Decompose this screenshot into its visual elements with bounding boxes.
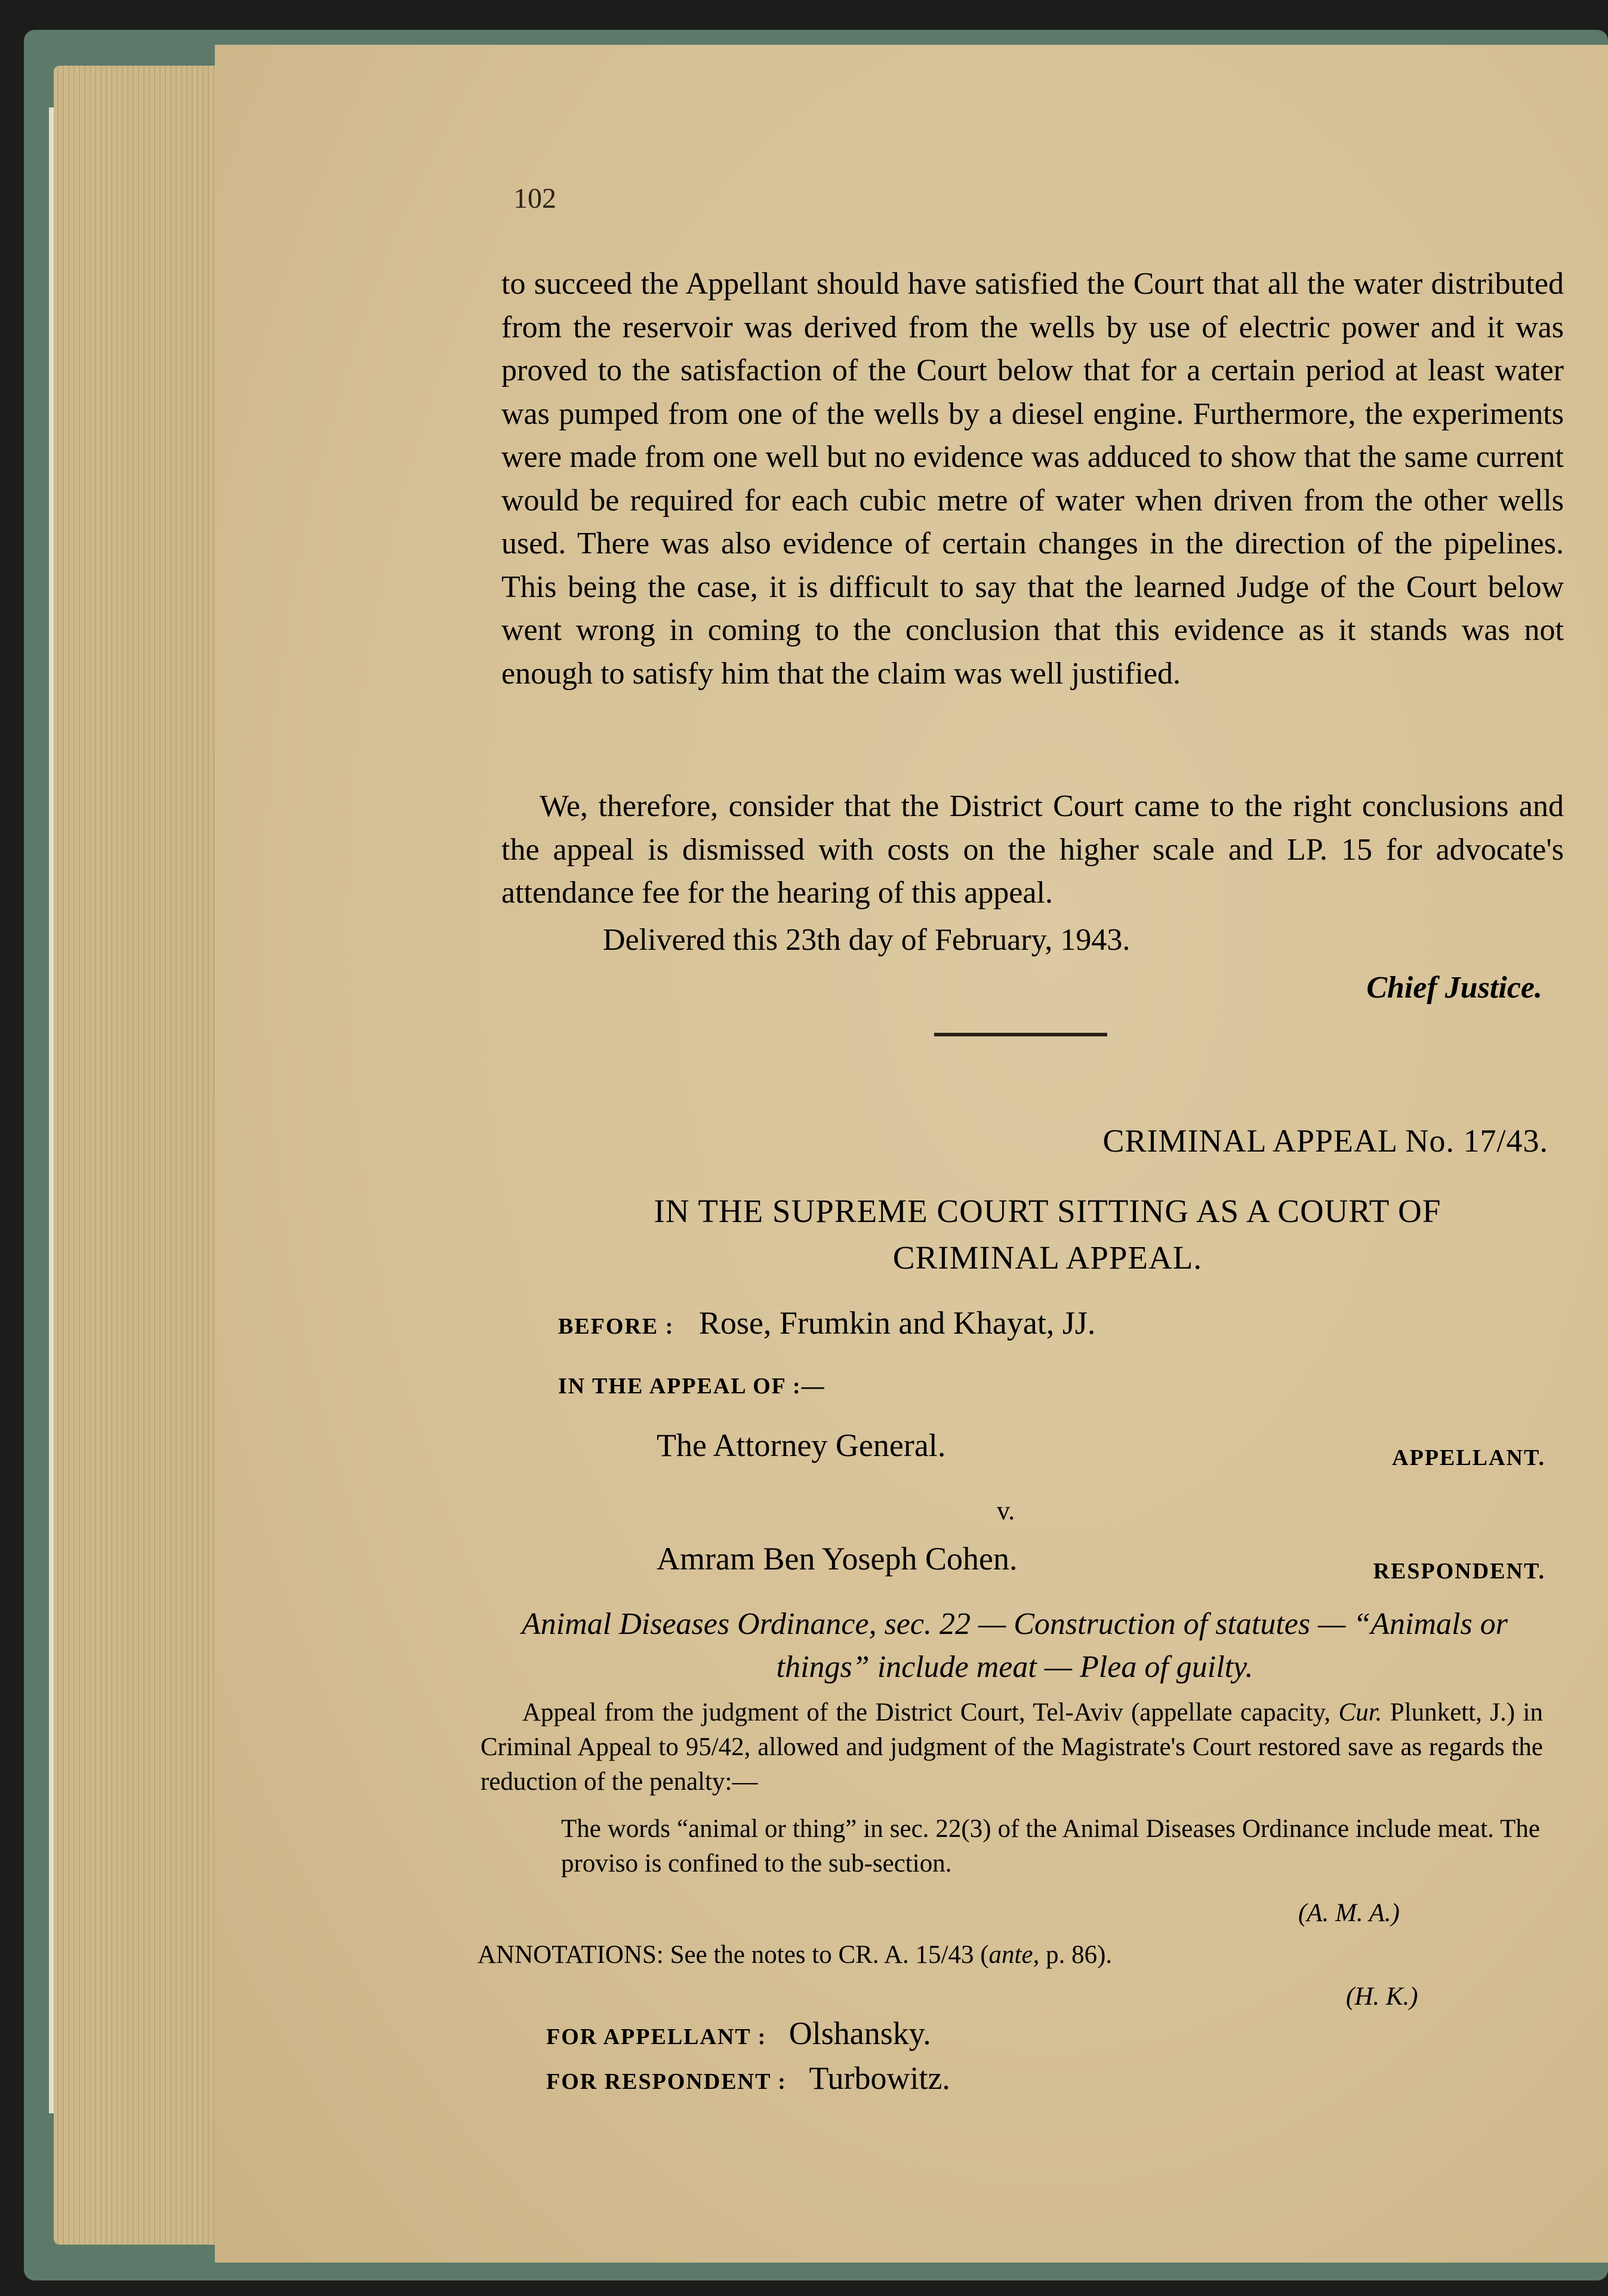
held-paragraph: The words “animal or thing” in sec. 22(3) of the Animal Diseases Ordinance include meat. The proviso is confined to the sub-section. <box>561 1815 1540 1878</box>
court-heading <box>555 1188 1540 1281</box>
for-respondent-name: Turbowitz. <box>809 2060 950 2096</box>
appeal-from-paragraph <box>480 1695 1543 1799</box>
body-paragraph-1: to succeed the Appellant should have satisfied the Court that all the water distributed from the reservoir was derived from the wells by use of electric power and it was proved to the satisfaction of the Court below that for a certain period at least water was pumped from one of the wells by a diesel engine. Furthermore, the experiments were made from one well but no evidence was adduced to show that the same current would be required for each cubic metre of water when driven from the other wells used. There was also evidence of certain changes in the direction of the pipelines. This being the case, it is difficult to say that the learned Judge of the Court below went wrong in coming to the conclusion that this evidence as it stands was not enough to satisfy him that the claim was well justified. <box>501 267 1564 691</box>
headnote: Animal Diseases Ordinance, sec. 22 — Construction of statutes — “Animals or things” include meat — Plea of guilty. <box>522 1607 1508 1684</box>
annotations-line <box>478 1940 1552 1969</box>
for-appellant-label: FOR APPELLANT : <box>546 2024 767 2049</box>
initials-editor-1: (A. M. A.) <box>1298 1899 1400 1927</box>
bench-judges: Rose, Frumkin and Khayat, JJ. <box>698 1305 1096 1341</box>
annotations-label: ANNOTATIONS: <box>478 1941 664 1969</box>
appeal-of-label: IN THE APPEAL OF :— <box>558 1374 825 1399</box>
court-heading-line-1: IN THE SUPREME COURT SITTING AS A COURT OF <box>654 1193 1441 1229</box>
annotations-text-prefix: See the notes to CR. A. 15/43 ( <box>663 1941 989 1969</box>
respondent-name: Amram Ben Yoseph Cohen. <box>657 1541 1018 1577</box>
respondent-role: RESPONDENT. <box>1373 1559 1545 1584</box>
appellant-role: APPELLANT. <box>1392 1445 1545 1470</box>
appeal-from-cur: Cur. <box>1338 1698 1382 1726</box>
appeal-from-prefix: Appeal from the judgment of the District Court, Tel-Aviv (appellate capacity, <box>522 1698 1339 1726</box>
for-appellant-name: Olshansky. <box>788 2015 931 2051</box>
counsel-appellant <box>546 2015 931 2052</box>
initials-editor-2: (H. K.) <box>1346 1983 1418 2011</box>
court-heading-line-2: CRIMINAL APPEAL. <box>892 1239 1203 1276</box>
annotations-ante: ante <box>988 1941 1033 1969</box>
annotations-text-suffix: , p. 86). <box>1033 1941 1113 1969</box>
section-divider <box>934 1033 1107 1036</box>
signature-chief-justice: Chief Justice. <box>1366 971 1542 1005</box>
appeal-from-rest: Plunkett, J.) in Criminal Appeal to 95/42, allowed and judgment of the Magistrate's Court restored save as regards the reduction of the penalty:— <box>480 1698 1543 1796</box>
before-label: BEFORE : <box>558 1314 674 1339</box>
appellant-name: The Attorney General. <box>657 1427 946 1463</box>
delivered-date: Delivered this 23th day of February, 1943. <box>603 923 1130 957</box>
bench-line <box>558 1304 1095 1341</box>
counsel-respondent <box>546 2060 950 2097</box>
case-number: CRIMINAL APPEAL No. 17/43. <box>1102 1123 1548 1159</box>
page-number: 102 <box>513 183 556 214</box>
versus: v. <box>997 1496 1015 1525</box>
for-respondent-label: FOR RESPONDENT : <box>546 2069 787 2094</box>
body-paragraph-2: We, therefore, consider that the District Court came to the right conclusions and the appeal is dismissed with costs on the higher scale and LP. 15 for advocate's attendance fee for the hearing of this appeal. <box>501 789 1564 910</box>
